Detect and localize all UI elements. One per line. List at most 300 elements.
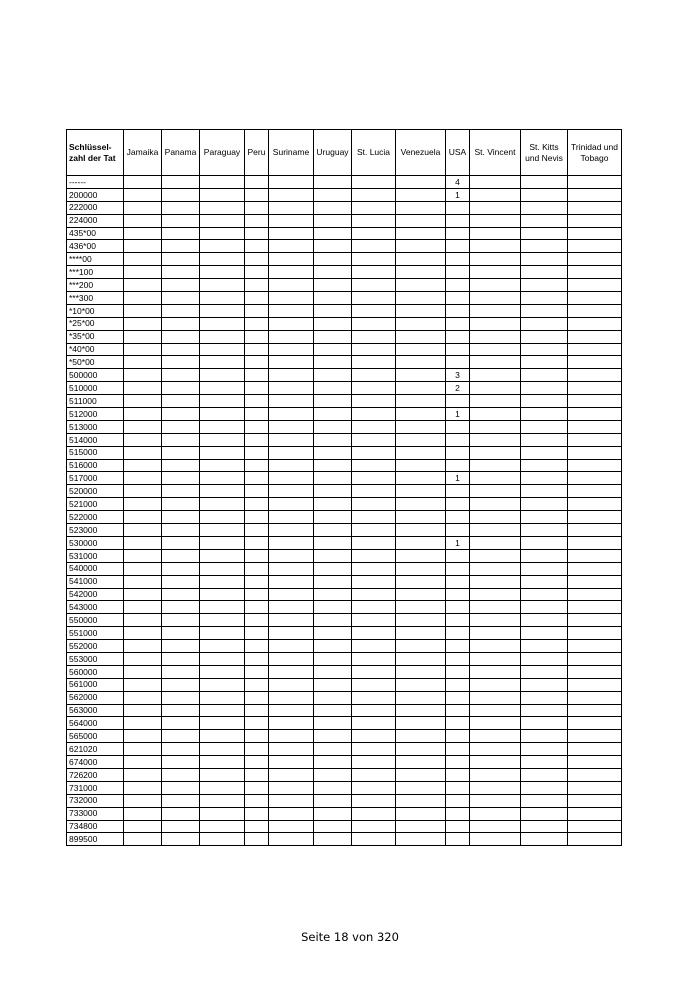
value-cell: [245, 640, 269, 653]
value-cell: [314, 382, 352, 395]
value-cell: [245, 627, 269, 640]
value-cell: [470, 343, 521, 356]
value-cell: [470, 652, 521, 665]
value-cell: [568, 781, 622, 794]
table-row: [67, 691, 622, 704]
row-key-cell: 520000: [67, 485, 124, 498]
table-row: [67, 292, 622, 305]
value-cell: [200, 691, 245, 704]
value-cell: [396, 485, 446, 498]
value-cell: [568, 549, 622, 562]
value-cell: [352, 743, 396, 756]
value-cell: [521, 369, 568, 382]
value-cell: [470, 691, 521, 704]
column-header: Trinidad und Tobago: [568, 130, 622, 176]
value-cell: [162, 214, 200, 227]
value-cell: [446, 549, 470, 562]
value-cell: [446, 768, 470, 781]
value-cell: [162, 678, 200, 691]
value-cell: [396, 343, 446, 356]
value-cell: [269, 588, 314, 601]
value-cell: [269, 794, 314, 807]
value-cell: [200, 524, 245, 537]
value-cell: [162, 743, 200, 756]
value-cell: [521, 408, 568, 421]
value-cell: [396, 665, 446, 678]
column-header: Jamaika: [124, 130, 162, 176]
value-cell: [314, 794, 352, 807]
value-cell: [521, 652, 568, 665]
table-row: [67, 562, 622, 575]
value-cell: [568, 408, 622, 421]
value-cell: [352, 343, 396, 356]
value-cell: [446, 214, 470, 227]
table-row: [67, 820, 622, 833]
value-cell: [446, 665, 470, 678]
value-cell: [568, 279, 622, 292]
row-key-cell: 563000: [67, 704, 124, 717]
value-cell: [314, 188, 352, 201]
value-cell: [162, 717, 200, 730]
value-cell: [162, 343, 200, 356]
value-cell: [352, 524, 396, 537]
table-row: [67, 279, 622, 292]
value-cell: [396, 304, 446, 317]
value-cell: [200, 601, 245, 614]
value-cell: [446, 459, 470, 472]
value-cell: [446, 227, 470, 240]
value-cell: [245, 304, 269, 317]
value-cell: [245, 601, 269, 614]
value-cell: [245, 691, 269, 704]
value-cell: [396, 807, 446, 820]
value-cell: [470, 253, 521, 266]
value-cell: [269, 472, 314, 485]
value-cell: [470, 704, 521, 717]
table-row: [67, 652, 622, 665]
value-cell: [396, 756, 446, 769]
value-cell: [568, 768, 622, 781]
value-cell: [470, 640, 521, 653]
table-row: [67, 214, 622, 227]
value-cell: [314, 781, 352, 794]
value-cell: [521, 549, 568, 562]
value-cell: [314, 433, 352, 446]
value-cell: [124, 691, 162, 704]
table-row: [67, 833, 622, 846]
table-row: [67, 408, 622, 421]
value-cell: [314, 549, 352, 562]
row-key-cell: *10*00: [67, 304, 124, 317]
value-cell: [124, 227, 162, 240]
value-cell: [269, 304, 314, 317]
value-cell: [352, 201, 396, 214]
value-cell: [352, 678, 396, 691]
value-cell: [470, 485, 521, 498]
value-cell: [269, 498, 314, 511]
value-cell: [396, 614, 446, 627]
value-cell: [314, 292, 352, 305]
table-row: [67, 472, 622, 485]
value-cell: [200, 330, 245, 343]
value-cell: [124, 833, 162, 846]
value-cell: [314, 304, 352, 317]
value-cell: [446, 446, 470, 459]
row-key-cell: ****00: [67, 253, 124, 266]
value-cell: [200, 214, 245, 227]
value-cell: [269, 627, 314, 640]
value-cell: [314, 575, 352, 588]
value-cell: [521, 188, 568, 201]
value-cell: [269, 511, 314, 524]
value-cell: [162, 266, 200, 279]
value-cell: [200, 627, 245, 640]
value-cell: [446, 678, 470, 691]
row-key-cell: *40*00: [67, 343, 124, 356]
value-cell: [269, 356, 314, 369]
table-header: [67, 130, 622, 176]
value-cell: [124, 652, 162, 665]
value-cell: [162, 446, 200, 459]
value-cell: [200, 485, 245, 498]
table-row: [67, 640, 622, 653]
value-cell: [446, 356, 470, 369]
value-cell: [314, 498, 352, 511]
value-cell: [269, 820, 314, 833]
table-row: [67, 794, 622, 807]
table-row: [67, 176, 622, 189]
value-cell: [446, 317, 470, 330]
value-cell: [568, 395, 622, 408]
value-cell: [162, 794, 200, 807]
value-cell: [200, 743, 245, 756]
table-row: [67, 743, 622, 756]
value-cell: [314, 588, 352, 601]
value-cell: [245, 665, 269, 678]
value-cell: [568, 562, 622, 575]
value-cell: [314, 627, 352, 640]
value-cell: [470, 549, 521, 562]
value-cell: [200, 511, 245, 524]
value-cell: [124, 266, 162, 279]
value-cell: [396, 601, 446, 614]
value-cell: [245, 369, 269, 382]
value-cell: [521, 691, 568, 704]
value-cell: [200, 433, 245, 446]
value-cell: [521, 678, 568, 691]
value-cell: [521, 279, 568, 292]
value-cell: [124, 794, 162, 807]
value-cell: [269, 562, 314, 575]
value-cell: [568, 588, 622, 601]
row-key-cell: ***300: [67, 292, 124, 305]
row-key-cell: 222000: [67, 201, 124, 214]
value-cell: [162, 820, 200, 833]
value-cell: [396, 446, 446, 459]
value-cell: [245, 330, 269, 343]
value-cell: [314, 511, 352, 524]
value-cell: [396, 266, 446, 279]
value-cell: [314, 717, 352, 730]
value-cell: [352, 240, 396, 253]
value-cell: [470, 214, 521, 227]
value-cell: [352, 408, 396, 421]
value-cell: [124, 369, 162, 382]
row-key-cell: 561000: [67, 678, 124, 691]
value-cell: [162, 704, 200, 717]
value-cell: [314, 730, 352, 743]
value-cell: [200, 292, 245, 305]
value-cell: [521, 665, 568, 678]
row-key-cell: 550000: [67, 614, 124, 627]
value-cell: [162, 588, 200, 601]
value-cell: [521, 459, 568, 472]
value-cell: [352, 266, 396, 279]
value-cell: [162, 781, 200, 794]
value-cell: [352, 253, 396, 266]
value-cell: [396, 549, 446, 562]
value-cell: [200, 369, 245, 382]
value-cell: [124, 446, 162, 459]
value-cell: [470, 807, 521, 820]
value-cell: [162, 253, 200, 266]
value-cell: [352, 691, 396, 704]
value-cell: [245, 176, 269, 189]
table-row: [67, 433, 622, 446]
value-cell: [269, 382, 314, 395]
value-cell: [396, 691, 446, 704]
value-cell: [568, 266, 622, 279]
row-key-cell: 564000: [67, 717, 124, 730]
value-cell: [568, 627, 622, 640]
value-cell: [446, 330, 470, 343]
value-cell: [568, 717, 622, 730]
table-row: [67, 678, 622, 691]
value-cell: [446, 704, 470, 717]
value-cell: [521, 176, 568, 189]
value-cell: [352, 420, 396, 433]
table-row: [67, 266, 622, 279]
value-cell: [521, 524, 568, 537]
value-cell: [269, 433, 314, 446]
value-cell: [314, 227, 352, 240]
value-cell: [162, 420, 200, 433]
value-cell: [245, 768, 269, 781]
value-cell: [269, 678, 314, 691]
value-cell: [269, 446, 314, 459]
value-cell: [200, 562, 245, 575]
value-cell: [314, 420, 352, 433]
value-cell: [269, 614, 314, 627]
value-cell: [446, 433, 470, 446]
value-cell: [568, 691, 622, 704]
value-cell: [245, 807, 269, 820]
value-cell: [396, 240, 446, 253]
value-cell: [396, 704, 446, 717]
value-cell: [521, 820, 568, 833]
value-cell: [352, 665, 396, 678]
value-cell: [162, 524, 200, 537]
value-cell: [200, 678, 245, 691]
value-cell: [396, 356, 446, 369]
value-cell: [200, 536, 245, 549]
value-cell: [470, 459, 521, 472]
value-cell: [352, 369, 396, 382]
value-cell: [124, 524, 162, 537]
row-key-cell: 899500: [67, 833, 124, 846]
row-key-cell: 733000: [67, 807, 124, 820]
value-cell: [396, 588, 446, 601]
value-cell: [568, 214, 622, 227]
value-cell: [446, 601, 470, 614]
value-cell: [314, 446, 352, 459]
row-key-cell: 512000: [67, 408, 124, 421]
value-cell: [352, 781, 396, 794]
value-cell: [200, 279, 245, 292]
value-cell: [352, 562, 396, 575]
table-row: [67, 601, 622, 614]
row-key-cell: 514000: [67, 433, 124, 446]
table-row: [67, 614, 622, 627]
value-cell: [352, 227, 396, 240]
value-cell: [396, 652, 446, 665]
value-cell: [352, 304, 396, 317]
value-cell: [200, 446, 245, 459]
value-cell: [314, 317, 352, 330]
value-cell: [352, 433, 396, 446]
value-cell: [269, 807, 314, 820]
value-cell: [162, 433, 200, 446]
value-cell: [124, 562, 162, 575]
value-cell: [521, 446, 568, 459]
value-cell: [521, 511, 568, 524]
value-cell: [200, 704, 245, 717]
value-cell: [269, 292, 314, 305]
row-key-cell: 734800: [67, 820, 124, 833]
value-cell: [470, 794, 521, 807]
value-cell: [521, 730, 568, 743]
row-key-cell: 726200: [67, 768, 124, 781]
table-row: [67, 549, 622, 562]
value-cell: [521, 420, 568, 433]
value-cell: [269, 549, 314, 562]
value-cell: [162, 652, 200, 665]
value-cell: [269, 343, 314, 356]
value-cell: [124, 292, 162, 305]
value-cell: [124, 279, 162, 292]
value-cell: [568, 433, 622, 446]
value-cell: [396, 743, 446, 756]
value-cell: [124, 665, 162, 678]
value-cell: [245, 382, 269, 395]
value-cell: [162, 188, 200, 201]
row-key-cell: 515000: [67, 446, 124, 459]
value-cell: [314, 201, 352, 214]
value-cell: [568, 652, 622, 665]
value-cell: [521, 292, 568, 305]
value-cell: [568, 524, 622, 537]
value-cell: [396, 227, 446, 240]
value-cell: [352, 614, 396, 627]
value-cell: [124, 214, 162, 227]
value-cell: [352, 382, 396, 395]
value-cell: [245, 743, 269, 756]
value-cell: [124, 459, 162, 472]
value-cell: [446, 575, 470, 588]
value-cell: [568, 730, 622, 743]
value-cell: [124, 304, 162, 317]
value-cell: [521, 807, 568, 820]
value-cell: [245, 536, 269, 549]
value-cell: [352, 536, 396, 549]
value-cell: [352, 652, 396, 665]
value-cell: [470, 292, 521, 305]
value-cell: [521, 562, 568, 575]
row-key-cell: ***100: [67, 266, 124, 279]
value-cell: [470, 330, 521, 343]
value-cell: [269, 640, 314, 653]
value-cell: [124, 704, 162, 717]
value-cell: [396, 214, 446, 227]
value-cell: [200, 343, 245, 356]
value-cell: [568, 756, 622, 769]
value-cell: [521, 201, 568, 214]
value-cell: [314, 768, 352, 781]
value-cell: [568, 201, 622, 214]
value-cell: [162, 330, 200, 343]
value-cell: [470, 446, 521, 459]
table-row: [67, 807, 622, 820]
value-cell: [245, 214, 269, 227]
value-cell: [245, 485, 269, 498]
value-cell: [521, 743, 568, 756]
value-cell: [124, 511, 162, 524]
value-cell: [200, 794, 245, 807]
value-cell: [521, 382, 568, 395]
value-cell: [200, 227, 245, 240]
value-cell: [314, 678, 352, 691]
value-cell: [568, 704, 622, 717]
value-cell: [521, 575, 568, 588]
table-row: [67, 253, 622, 266]
value-cell: [352, 820, 396, 833]
value-cell: [162, 511, 200, 524]
value-cell: [162, 227, 200, 240]
value-cell: [446, 562, 470, 575]
value-cell: [200, 382, 245, 395]
table-row: [67, 485, 622, 498]
value-cell: [470, 317, 521, 330]
value-cell: [162, 459, 200, 472]
value-cell: [352, 730, 396, 743]
value-cell: [521, 756, 568, 769]
value-cell: [245, 253, 269, 266]
value-cell: [162, 498, 200, 511]
value-cell: [314, 704, 352, 717]
value-cell: [568, 343, 622, 356]
value-cell: [200, 201, 245, 214]
value-cell: [568, 420, 622, 433]
value-cell: [162, 807, 200, 820]
value-cell: [568, 665, 622, 678]
value-cell: [470, 678, 521, 691]
value-cell: [200, 317, 245, 330]
value-cell: [521, 240, 568, 253]
value-cell: [470, 408, 521, 421]
value-cell: [352, 356, 396, 369]
value-cell: [162, 408, 200, 421]
value-cell: 3: [446, 369, 470, 382]
